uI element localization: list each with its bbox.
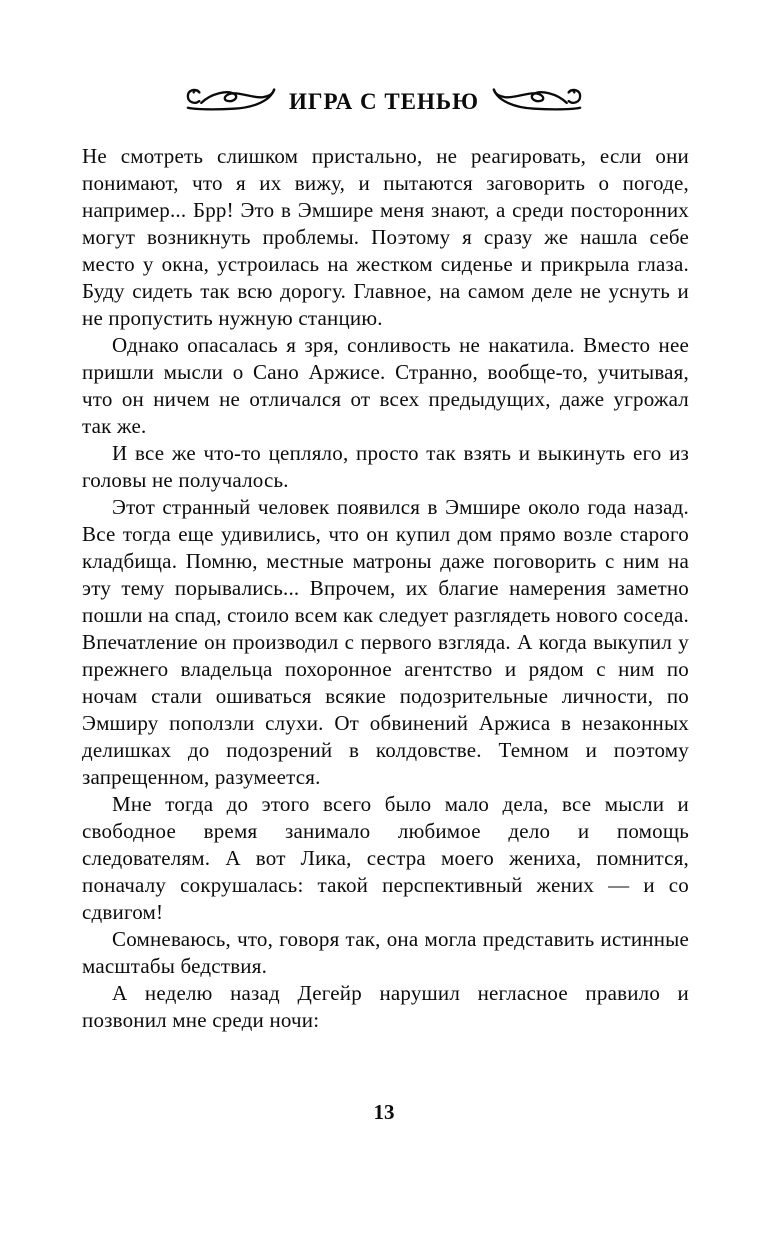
paragraph: Мне тогда до этого всего было мало дела, все мысли и свободное время занимало любимое дело и помощь следователям. А вот Лика, сестра моего жениха, помнится, поначалу сокрушалась: такой перспективный жених — и со сдвигом! [82, 792, 689, 924]
paragraph: Этот странный человек появился в Эмшире около года назад. Все тогда еще удивились, что он купил дом прямо возле старого кладбища. Помню, местные матроны даже поговорить с ним на эту тему порывались... Впрочем, их благие намерения заметно пошли на спад, стоило всем как следует разглядеть нового соседа. Впечатление он производил с первого взгляда. А когда выкупил у прежнего владельца похоронное агентство и рядом с ним по ночам стали ошиваться всякие подозрительные личности, по Эмширу поползли слухи. От обвинений Аржиса в незаконных делишках до подозрений в колдовстве. Темном и поэтому запрещенном, разумеется. [82, 495, 689, 789]
paragraph: Однако опасалась я зря, сонливость не накатила. Вместо нее пришли мысли о Сано Аржисе. Странно, вообще-то, учитывая, что он ничем не отличался от всех предыдущих, даже угрожал так же. [82, 333, 689, 438]
chapter-header [0, 86, 768, 118]
paragraph: Не смотреть слишком пристально, не реагировать, если они понимают, что я их вижу, и пытаются заговорить о погоде, например... Брр! Это в Эмшире меня знают, а среди посторонних могут возникнуть проблемы. Поэтому я сразу же нашла себе место у окна, устроилась на жестком сиденье и прикрыла глаза. Буду сидеть так всю дорогу. Главное, на самом деле не уснуть и не пропустить нужную станцию. [82, 144, 689, 330]
page-body [82, 143, 689, 1034]
paragraph: Сомневаюсь, что, говоря так, она могла представить истинные масштабы бедствия. [82, 927, 689, 978]
calligraphic-flourish-right-icon [491, 86, 583, 118]
paragraph: И все же что-то цепляло, просто так взять и выкинуть его из головы не получалось. [82, 441, 689, 492]
page-footer [0, 1100, 768, 1125]
calligraphic-flourish-left-icon [185, 86, 277, 118]
paragraph: А неделю назад Дегейр нарушил негласное правило и позвонил мне среди ночи: [82, 981, 689, 1032]
chapter-title: ИГРА С ТЕНЬЮ [288, 89, 480, 114]
page-number: 13 [373, 1100, 395, 1124]
